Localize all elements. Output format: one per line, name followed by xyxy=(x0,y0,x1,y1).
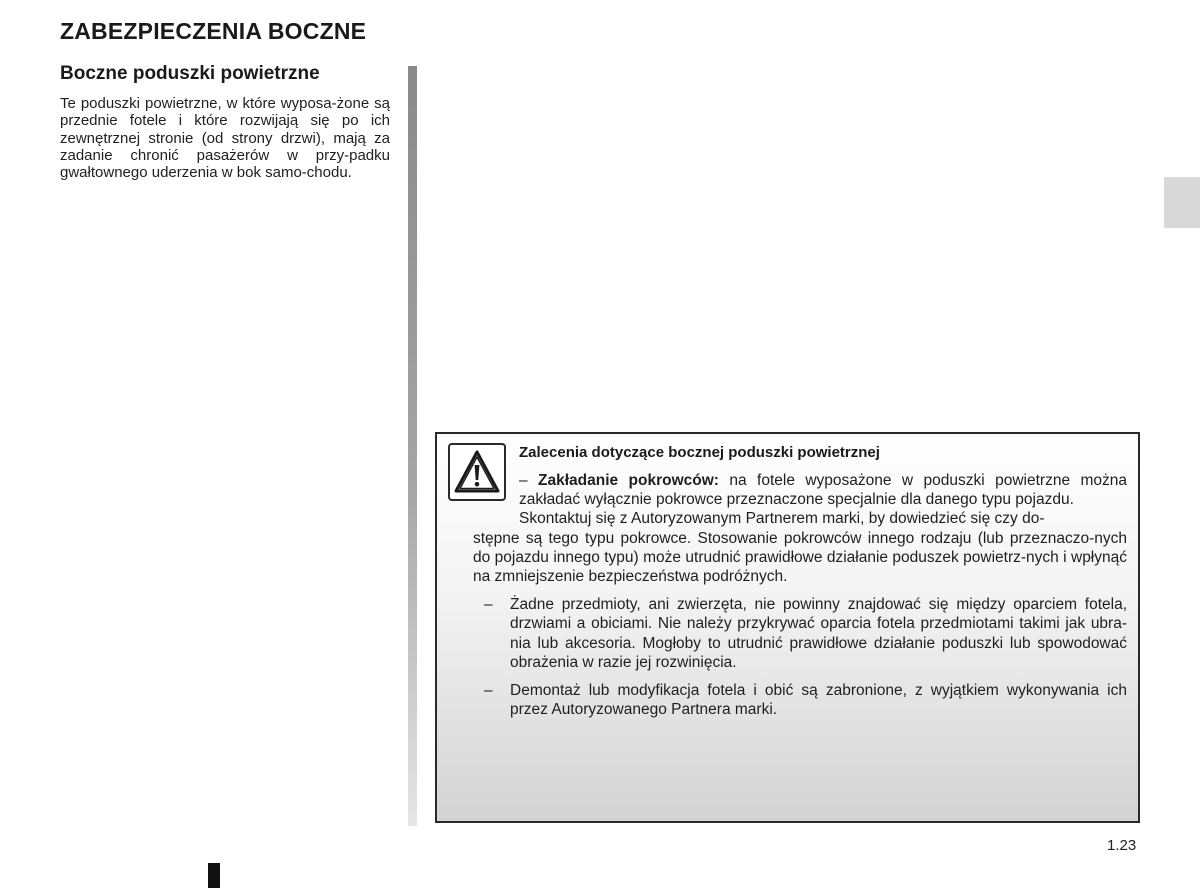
chapter-thumb-tab xyxy=(1164,177,1200,228)
intro-paragraph: Te poduszki powietrzne, w które wyposa-żone są przednie fotele i które rozwijają się po ich zewnętrznej stronie (od strony drzwi), mają za zadanie chronić pasażerów w przy-padku gwałtownego uderzenia w bok samo-chodu. xyxy=(60,95,390,182)
item-text: Żadne przedmioty, ani zwierzęta, nie powinny znajdować się między oparciem fotela, drzwiami a obiciami. Nie należy przykrywać oparcia fotela przedmiotami takimi jak ubra-nia lub akcesoria. Mogłoby to utrudnić prawidłowe działanie poduszki lub spowodować obrażenia w razie jej rozwinięcia. xyxy=(510,596,1127,671)
list-dash: – xyxy=(484,596,493,614)
column-divider-bar xyxy=(408,66,417,826)
page-title: ZABEZPIECZENIA BOCZNE xyxy=(60,18,367,44)
warning-item-objects xyxy=(473,595,1127,672)
item-text: Skontaktuj się z Autoryzowanym Partnerem marki, by dowiedzieć się czy do- xyxy=(519,510,1045,528)
item-text: na fotele wyposażone w poduszki powietrzne można zakładać wyłącznie pokrowce przeznaczone specjalnie dla danego typu pojazdu. xyxy=(519,472,1127,509)
item-label: Zakładanie pokrowców: xyxy=(538,472,719,489)
footer-mark xyxy=(208,863,220,888)
item-text: Demontaż lub modyfikacja fotela i obić są zabronione, z wyjątkiem wykonywania ich przez Autoryzowanego Partnera marki. xyxy=(510,682,1127,719)
warning-item-covers xyxy=(519,471,1127,529)
page-number: 1.23 xyxy=(1107,837,1137,854)
warning-body xyxy=(473,471,1127,719)
list-dash: – xyxy=(484,682,493,700)
warning-triangle-icon xyxy=(448,443,506,501)
section-heading: Boczne poduszki powietrzne xyxy=(60,63,320,84)
warning-title: Zalecenia dotyczące bocznej poduszki powietrznej xyxy=(519,444,880,461)
warning-item-modification xyxy=(473,681,1127,719)
list-dash: – xyxy=(519,472,528,489)
item-continuation: stępne są tego typu pokrowce. Stosowanie pokrowców innego rodzaju (lub przeznaczo-nych do pojazdu innego typu) może utrudnić prawidłowe działanie poduszek powietrz-nych i wpłynąć na zmniejszenie bezpieczeństwa podróżnych. xyxy=(473,529,1127,586)
warning-box xyxy=(435,432,1140,823)
